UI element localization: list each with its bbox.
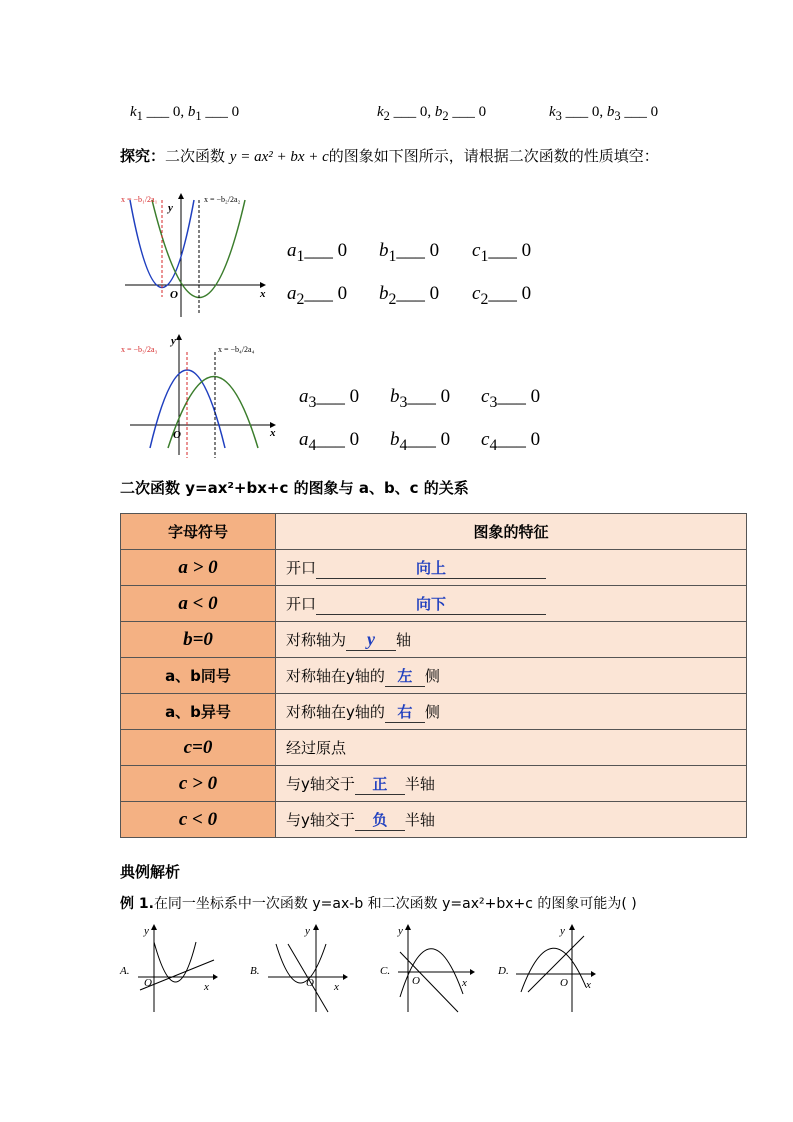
table-row — [121, 694, 747, 730]
k3-var: k — [549, 104, 556, 120]
row-feature: 与y轴交于 负 半轴 — [276, 802, 747, 838]
b1-var: b — [187, 104, 196, 120]
option-d-graph — [496, 922, 606, 1017]
row-feature: 对称轴为 y 轴 — [276, 622, 747, 658]
option-c-label: C. — [380, 965, 391, 977]
row-answer: 左 — [385, 665, 425, 687]
fill2-b3: $b_3\_\_\_$ 0 — [390, 386, 451, 411]
svg-text:y: y — [144, 925, 149, 937]
graph2-y-arrow — [176, 334, 182, 340]
properties-table — [120, 513, 747, 838]
intro-bold: 探究： — [120, 147, 166, 165]
graph1-right-label: x = −b₂/2a₂ — [204, 195, 241, 204]
fill1-a1: $a_1\_\_\_$ 0 — [287, 240, 348, 265]
option-d-label: D. — [498, 965, 509, 977]
row-answer: y — [346, 629, 396, 651]
row-symbol: a > 0 — [121, 550, 276, 586]
graph2-right-label: x = −b₄/2a₄ — [218, 345, 255, 354]
row-symbol: c=0 — [121, 730, 276, 766]
b1-sub: 1 — [195, 109, 202, 123]
graph1-blue-parabola — [130, 200, 194, 288]
b3-var: b — [606, 104, 615, 120]
graph2-x-label: x — [270, 427, 276, 439]
b3-blank: ___ 0 — [624, 104, 659, 120]
svg-text:y: y — [305, 925, 310, 937]
fill2-b4: $b_4\_\_\_$ 0 — [390, 429, 451, 454]
option-b-label: B. — [250, 965, 260, 977]
graph2-green-parabola — [168, 377, 258, 449]
fill2-c3: $c_3\_\_\_$ 0 — [481, 386, 541, 411]
row-symbol: b=0 — [121, 622, 276, 658]
graph2-left-label: x = −b₃/2a₃ — [121, 345, 158, 354]
fill1-c2: $c_2\_\_\_$ 0 — [472, 283, 532, 308]
k3-blank: ___ 0, — [565, 104, 604, 120]
k3-sub: 3 — [555, 109, 562, 123]
graph2-origin: O — [173, 429, 181, 441]
row-feature: 开口 向上 — [276, 550, 747, 586]
fill2-a4: $a_4\_\_\_$ 0 — [299, 429, 360, 454]
svg-text:x: x — [462, 977, 467, 989]
svg-text:O: O — [144, 977, 152, 989]
row-feature: 对称轴在y轴的 左 侧 — [276, 658, 747, 694]
table-row — [121, 586, 747, 622]
row-symbol: a、b同号 — [121, 658, 276, 694]
graph1-left-label: x = −b₁/2a₁ — [121, 195, 158, 204]
row-symbol: c > 0 — [121, 766, 276, 802]
table-head-left: 字母符号 — [121, 514, 276, 550]
k1-sub: 1 — [136, 109, 143, 123]
svg-text:O: O — [560, 977, 568, 989]
fill2-c4: $c_4\_\_\_$ 0 — [481, 429, 541, 454]
table-row — [121, 766, 747, 802]
fill1-b1: $b_1\_\_\_$ 0 — [379, 240, 440, 265]
graph2-y-label: y — [171, 335, 176, 347]
table-row — [121, 550, 747, 586]
row-feature: 经过原点 — [276, 730, 747, 766]
graph1-y-label: y — [168, 202, 173, 214]
k-line-group-2 — [377, 104, 486, 124]
table-row — [121, 658, 747, 694]
svg-text:O: O — [306, 977, 314, 989]
fill1-c1: $c_1\_\_\_$ 0 — [472, 240, 532, 265]
table-head-right: 图象的特征 — [276, 514, 747, 550]
row-symbol: c < 0 — [121, 802, 276, 838]
svg-text:x: x — [334, 981, 339, 993]
svg-text:O: O — [412, 975, 420, 987]
table-row — [121, 730, 747, 766]
row-answer: 右 — [385, 701, 425, 723]
b2-blank: ___ 0 — [452, 104, 487, 120]
option-a-graph — [118, 922, 228, 1017]
table-row — [121, 802, 747, 838]
row-symbol: a < 0 — [121, 586, 276, 622]
intro-text-2: 的图象如下图所示，请根据二次函数的性质填空： — [328, 147, 659, 165]
example-text: 在同一坐标系中一次函数 y=ax-b 和二次函数 y=ax²+bx+c 的图象可能为( ) — [153, 896, 637, 912]
k2-blank: ___ 0, — [393, 104, 432, 120]
k-line-group-3 — [549, 104, 658, 124]
intro-formula: y = ax² + bx + c — [229, 149, 329, 165]
row-answer: 向上 — [316, 557, 546, 579]
row-answer: 正 — [355, 773, 405, 795]
option-c-graph — [378, 922, 488, 1017]
fill1-a2: $a_2\_\_\_$ 0 — [287, 283, 348, 308]
svg-text:y: y — [398, 925, 403, 937]
k1-var: k — [130, 104, 137, 120]
fill2-a3: $a_3\_\_\_$ 0 — [299, 386, 360, 411]
section-title: 典例解析 — [120, 863, 181, 881]
b3-sub: 3 — [614, 109, 621, 123]
fill1-b2: $b_2\_\_\_$ 0 — [379, 283, 440, 308]
row-answer: 负 — [355, 809, 405, 831]
b2-sub: 2 — [442, 109, 449, 123]
table-row — [121, 622, 747, 658]
row-feature: 与y轴交于 正 半轴 — [276, 766, 747, 802]
graph-1 — [120, 185, 270, 320]
intro-text-1: 二次函数 — [165, 147, 230, 165]
example-1 — [120, 893, 637, 913]
option-a-label: A. — [120, 965, 130, 977]
row-symbol: a、b异号 — [121, 694, 276, 730]
k1-blank: ___ 0, — [146, 104, 185, 120]
k-line-group-1 — [130, 104, 239, 124]
graph1-y-arrow — [178, 193, 184, 199]
row-feature: 开口 向下 — [276, 586, 747, 622]
svg-text:y: y — [560, 925, 565, 937]
relation-heading: 二次函数 y=ax²+bx+c 的图象与 a、b、c 的关系 — [120, 479, 469, 497]
row-feature: 对称轴在y轴的 右 侧 — [276, 694, 747, 730]
svg-text:x: x — [204, 981, 209, 993]
graph1-origin: O — [170, 289, 178, 301]
k2-sub: 2 — [383, 109, 390, 123]
table-header-row — [121, 514, 747, 550]
example-number: 例 1. — [120, 896, 154, 912]
graph-2 — [120, 330, 280, 465]
k2-var: k — [377, 104, 384, 120]
svg-text:x: x — [586, 979, 591, 991]
graph1-x-label: x — [260, 288, 266, 300]
row-answer: 向下 — [316, 593, 546, 615]
option-b-graph — [248, 922, 358, 1017]
intro-line — [120, 145, 659, 166]
b2-var: b — [434, 104, 443, 120]
b1-blank: ___ 0 — [205, 104, 240, 120]
